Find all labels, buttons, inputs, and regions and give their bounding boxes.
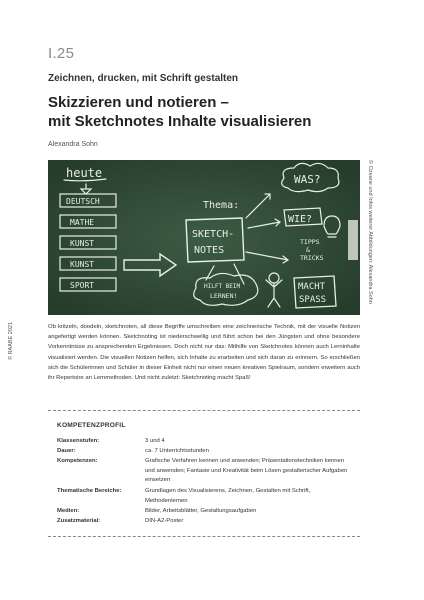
word-mathe: MATHE <box>70 218 95 227</box>
image-credit-text: © Ozeane und Infos weiterer Abbildungen: Alexandra Sohn <box>367 160 373 304</box>
row-value: Grafische Verfahren kennen und anwenden; Präsentationstechniken kennen und anwenden; Fantasie und Kreativität beim Lösen gestalterischer Aufgaben einsetzen <box>145 458 348 484</box>
title-line-2: mit Sketchnotes Inhalte visualisieren <box>48 113 312 130</box>
document-id: I.25 <box>48 45 75 62</box>
word-deutsch: DEUTSCH <box>66 197 100 206</box>
row-label: Medien: <box>57 508 80 514</box>
row-value: 3 und 4 <box>145 438 165 444</box>
word-was: WAS? <box>294 173 321 186</box>
word-thema: Thema: <box>203 200 240 211</box>
copyright-left <box>8 300 18 360</box>
word-wie: WIE? <box>288 214 313 225</box>
section-subtitle: Zeichnen, drucken, mit Schrift gestalten <box>48 73 239 84</box>
row-label: Zusatzmaterial: <box>57 518 101 524</box>
word-macht: MACHT <box>298 282 326 292</box>
row-label: Kompetenzen: <box>57 458 98 464</box>
word-spass: SPASS <box>299 295 327 305</box>
competence-profile <box>48 410 360 542</box>
page-title <box>48 93 378 131</box>
chalk-eraser <box>348 220 358 260</box>
word-amp: & <box>306 246 310 254</box>
word-tricks: TRICKS <box>300 254 324 262</box>
word-hilft-2: LERNEN! <box>210 292 238 300</box>
profile-title: KOMPETENZPROFIL <box>57 422 126 429</box>
intro-paragraph: Ob kritzeln, doodeln, sketchnoten, all diese Begriffe umschreiben eine zeichnerische Technik, mit der visuelle Notizen angefertigt werden können. Sketchnoting ist niederschwellig und führt schon bei den Jüngsten und ohne besondere Vorkenntnisse zu ansprechenden Ergebnissen. Doch nicht nur das: Mithilfe von Sketchnotes können auch Lerninhalte visualisiert werden. Die visuellen Notizen helfen, sich Inhalte zu erarbeiten und sich daran zu erinnern. So erschließen sich die Schülerinnen und Schüler in dieser Einheit nicht nur einen neuen kreativen Spielraum, sondern erweitern auch ihr Repertoire an Lernmethoden. Und nicht zuletzt: Sketchnoting macht Spaß! <box>48 324 360 382</box>
word-heute: heute <box>66 166 103 180</box>
row-value: Grundlagen des Visualisierens, Zeichnen, Gestalten mit Schrift, Methodenlernen <box>145 488 311 504</box>
chalkboard-image <box>48 160 360 315</box>
row-label: Thematische Bereiche: <box>57 488 122 494</box>
word-sport: SPORT <box>70 281 95 290</box>
divider-bottom <box>48 536 360 537</box>
divider-top <box>48 410 360 411</box>
word-notes: NOTES <box>194 245 225 256</box>
word-tipps: TIPPS <box>300 238 320 246</box>
copyright-text: © RAABE 2021 <box>8 322 14 360</box>
word-hilft-1: HILFT BEIM <box>204 283 241 290</box>
row-label: Klassenstufen: <box>57 438 100 444</box>
row-value: Bilder, Arbeitsblätter, Gestaltungsaufgaben <box>145 508 257 514</box>
row-label: Dauer: <box>57 448 76 454</box>
author: Alexandra Sohn <box>48 141 98 148</box>
row-value: DIN-A2-Poster <box>145 518 184 524</box>
title-line-1: Skizzieren und notieren – <box>48 94 229 111</box>
row-value: ca. 7 Unterrichtsstunden <box>145 448 209 454</box>
word-kunst-1: KUNST <box>70 239 95 248</box>
image-credit-right <box>364 160 374 325</box>
word-kunst-2: KUNST <box>70 260 95 269</box>
word-sketch: SKETCH- <box>192 229 235 240</box>
